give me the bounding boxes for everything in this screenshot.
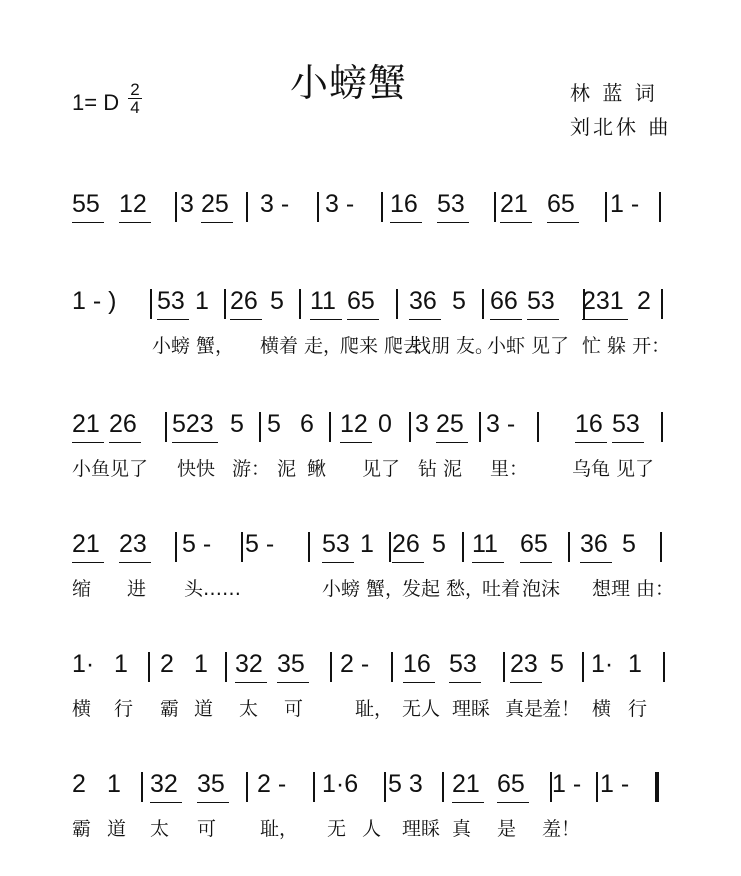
note-group: 1 - [552,770,582,798]
lyric-word: 游： [232,458,271,480]
note-group: 65 [547,190,575,218]
note-group: 1· [72,650,95,678]
beam-underline [390,222,422,223]
barline [605,192,607,222]
note-group: 53 [157,287,185,315]
barline [224,289,226,319]
note-group: 32 [150,770,178,798]
beam-underline [510,682,542,683]
barline [409,412,411,442]
lyric-word: 横着 走， [260,335,343,357]
note-group: 5 - [182,530,212,558]
composer-credit: 刘北休 曲 [570,115,672,139]
note-group: 11 [472,530,498,558]
lyric-word: 钻 泥 [418,458,463,480]
note-group: 1 [360,530,374,558]
beam-underline [547,222,579,223]
score-line-2 [72,287,672,387]
lyric-word: 无 [327,818,347,840]
lyric-word: 找朋 友。 [412,335,495,357]
lyric-word: 进 [127,578,147,600]
barline [246,772,248,802]
beam-underline [490,319,522,320]
beam-underline [527,319,559,320]
lyric-word: 见了 [362,458,401,480]
note-group: 12 [119,190,147,218]
note-group: 5 [452,287,466,315]
lyric-word: 忙 躲 开： [582,335,671,357]
barline [494,192,496,222]
lyric-word: 发起 愁， [402,578,485,600]
time-signature-top: 2 [130,80,140,99]
beam-underline [449,682,481,683]
beam-underline [230,319,262,320]
note-group: 12 [340,410,368,438]
note-group: 21 [452,770,480,798]
note-group: 6 [300,410,314,438]
lyric-word: 道 [194,698,214,720]
lyric-word: 快快 [177,458,216,480]
note-group: 523 [172,410,214,438]
score-line-6 [72,770,672,870]
barline [150,289,152,319]
lyricist-credit: 林 蓝 词 [570,81,658,105]
score-line-1 [72,190,672,290]
beam-underline [72,442,104,443]
lyric-word: 想理 由： [592,578,675,600]
lyric-word: 霸 [160,698,180,720]
note-group: 1 - ) [72,287,117,315]
beam-underline [310,319,342,320]
note-group: 0 [378,410,392,438]
note-group: 55 [72,190,100,218]
lyric-word: 太 [239,698,259,720]
beam-underline [340,442,372,443]
lyric-word: 行 [628,698,648,720]
lyric-word: 真是 [505,698,544,720]
note-group: 53 [527,287,555,315]
note-group: 21 [72,410,100,438]
note-group: 231 [582,287,624,315]
beam-underline [150,802,182,803]
note-group: 1 - [610,190,640,218]
note-group: 16 [403,650,431,678]
barline [389,532,391,562]
barline [141,772,143,802]
barline [329,412,331,442]
barline [381,192,383,222]
note-group: 5 [550,650,564,678]
note-group: 35 [277,650,305,678]
note-group: 2 - [340,650,370,678]
beam-underline [497,802,529,803]
note-group: 3 - [325,190,355,218]
key-signature: 1= D [72,90,120,115]
beam-underline [472,562,504,563]
beam-underline [109,442,141,443]
beam-underline [580,562,612,563]
lyric-word: 里： [490,458,529,480]
lyric-word: 耻， [355,698,394,720]
note-group: 3 - [486,410,516,438]
barline [384,772,386,802]
note-group: 3 [180,190,194,218]
barline [661,412,663,442]
beam-underline [500,222,532,223]
beam-underline [201,222,233,223]
beam-underline [157,319,189,320]
lyric-word: 爬来 爬去 [340,335,423,357]
note-group: 36 [409,287,437,315]
note-group: 1 [107,770,121,798]
beam-underline [235,682,267,683]
note-group: 5 [622,530,636,558]
lyric-word: 泡沫 [522,578,561,600]
lyric-word: 羞！ [542,698,581,720]
note-group: 2 - [257,770,287,798]
lyric-word: 真 [452,818,472,840]
time-signature [128,82,142,115]
lyric-word: 可 [197,818,217,840]
beam-underline [119,222,151,223]
score-line-3 [72,410,672,510]
lyric-word: 乌龟 见了 [572,458,655,480]
note-group: 3 [415,410,429,438]
note-group: 1 [114,650,128,678]
beam-underline [72,562,104,563]
barline [246,192,248,222]
lyric-word: 可 [284,698,304,720]
barline [241,532,243,562]
barline [479,412,481,442]
lyric-word: 是 [497,818,517,840]
barline [259,412,261,442]
note-group: 26 [109,410,137,438]
note-group: 35 [197,770,225,798]
barline [175,192,177,222]
beam-underline [347,319,379,320]
beam-underline [119,562,151,563]
note-group: 16 [575,410,603,438]
lyric-word: 小螃 蟹， [322,578,405,600]
barline [596,772,598,802]
barline [165,412,167,442]
note-group: 21 [72,530,100,558]
note-group: 21 [500,190,528,218]
note-group: 1 - [600,770,630,798]
note-group: 65 [347,287,375,315]
note-group: 53 [449,650,477,678]
note-group: 11 [310,287,336,315]
score-line-4 [72,530,675,630]
barline [175,532,177,562]
barline [308,532,310,562]
note-group: 53 [612,410,640,438]
note-group: 5 [432,530,446,558]
beam-underline [452,802,484,803]
note-group: 53 [322,530,350,558]
lyric-word: 头…… [184,578,242,600]
note-group: 5 [270,287,284,315]
beam-underline [172,442,218,443]
note-group: 2 [160,650,174,678]
lyric-word: 横 [592,698,612,720]
barline [663,652,665,682]
note-group: 53 [437,190,465,218]
note-group: 65 [497,770,525,798]
note-group: 25 [436,410,464,438]
lyric-word: 太 [150,818,170,840]
barline [482,289,484,319]
barline [568,532,570,562]
lyric-word: 缩 [72,578,92,600]
lyric-word: 泥 [277,458,297,480]
time-signature-bottom: 4 [130,98,140,117]
note-group: 1 [194,650,208,678]
barline [661,289,663,319]
lyric-word: 小螃 蟹， [152,335,235,357]
beam-underline [72,222,104,223]
barline [330,652,332,682]
note-group: 23 [119,530,147,558]
barline [660,532,662,562]
lyric-word: 人 [362,818,382,840]
note-group: 1 [195,287,209,315]
lyric-word: 无人 [402,698,441,720]
beam-underline [197,802,229,803]
barline [503,652,505,682]
beam-underline [409,319,441,320]
note-group: 26 [230,287,258,315]
note-group: 5 3 [388,770,423,798]
lyric-word: 吐着 [482,578,521,600]
beam-underline [277,682,309,683]
beam-underline [322,562,354,563]
barline [659,192,661,222]
lyric-word: 耻， [260,818,299,840]
note-group: 3 - [260,190,290,218]
lyric-word: 行 [114,698,134,720]
note-group: 1 [628,650,642,678]
barline [148,652,150,682]
lyric-word: 霸 [72,818,92,840]
barline [225,652,227,682]
beam-underline [392,562,424,563]
note-group: 2 [72,770,86,798]
note-group: 25 [201,190,229,218]
beam-underline [437,222,469,223]
note-group: 23 [510,650,538,678]
lyric-word: 小虾 见了 [487,335,570,357]
note-group: 66 [490,287,518,315]
score-title: 小螃蟹 [290,61,408,105]
lyric-word: 理睬 [402,818,441,840]
beam-underline [575,442,607,443]
barline [396,289,398,319]
barline [391,652,393,682]
barline [299,289,301,319]
lyric-word: 理睬 [452,698,491,720]
note-group: 2 [637,287,651,315]
beam-underline [403,682,435,683]
barline [442,772,444,802]
note-group: 65 [520,530,548,558]
barline [462,532,464,562]
note-group: 5 - [245,530,275,558]
note-group: 36 [580,530,608,558]
barline [582,652,584,682]
beam-underline [520,562,552,563]
beam-underline [612,442,644,443]
score-line-5 [72,650,672,750]
lyric-word: 鳅 [307,458,327,480]
lyric-word: 道 [107,818,127,840]
note-group: 1·6 [322,770,359,798]
barline [537,412,539,442]
note-group: 5 [230,410,244,438]
note-group: 16 [390,190,418,218]
beam-underline [436,442,468,443]
final-barline [655,772,659,802]
lyric-word: 横 [72,698,92,720]
note-group: 26 [392,530,420,558]
lyric-word: 羞！ [542,818,581,840]
beam-underline [582,319,628,320]
barline [313,772,315,802]
note-group: 5 [267,410,281,438]
note-group: 32 [235,650,263,678]
note-group: 1· [591,650,614,678]
lyric-word: 小鱼见了 [72,458,149,480]
barline [317,192,319,222]
